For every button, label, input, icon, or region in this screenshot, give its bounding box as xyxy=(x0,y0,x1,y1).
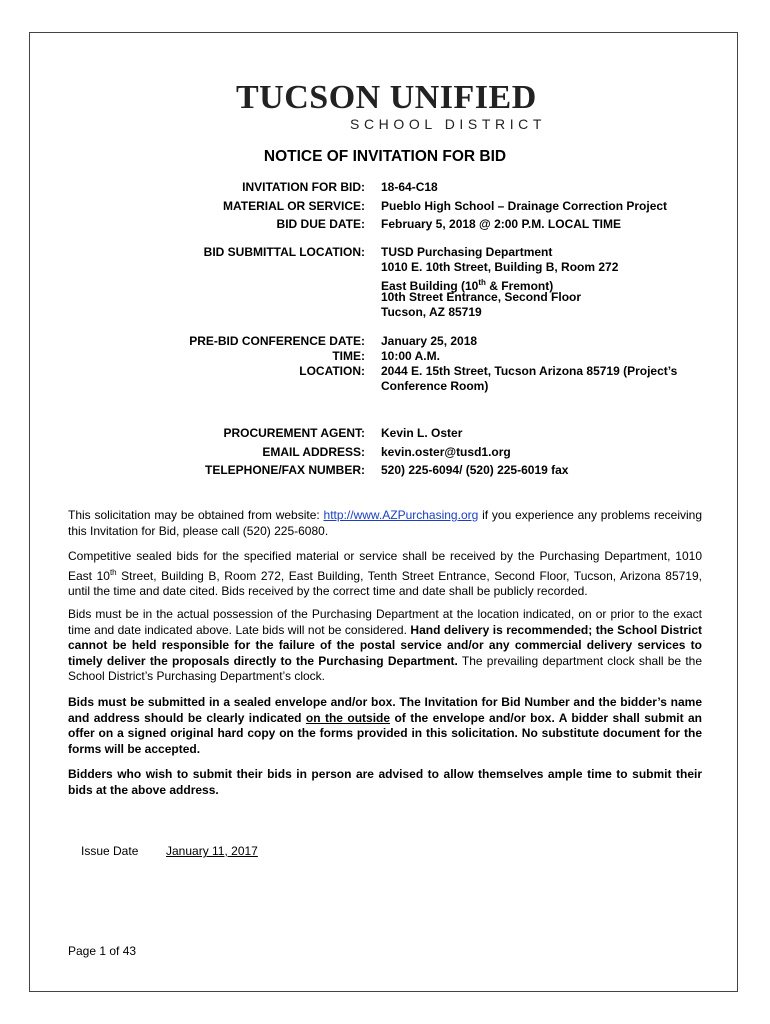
page-number: Page 1 of 43 xyxy=(68,944,137,958)
issue-date-value: January 11, 2017 xyxy=(166,844,258,858)
agent-value: Kevin L. Oster xyxy=(381,426,463,440)
page-title: NOTICE OF INVITATION FOR BID xyxy=(263,148,507,165)
paragraph-in-person: Bidders who wish to submit their bids in person are advised to allow themselves ample time to submit their bids at the above address. xyxy=(68,767,702,797)
invitation-value: 18-64-C18 xyxy=(381,180,438,194)
prebid-time-value: 10:00 A.M. xyxy=(381,349,440,363)
prebid-location-value-2: Conference Room) xyxy=(381,379,489,393)
prebid-date-label: PRE-BID CONFERENCE DATE: xyxy=(189,334,365,348)
district-logo xyxy=(236,79,547,132)
prebid-date-value: January 25, 2018 xyxy=(381,334,478,348)
invitation-label: INVITATION FOR BID: xyxy=(242,180,365,194)
prebid-time-label: TIME: xyxy=(332,349,365,363)
submittal-location-line-3: East Building (10th & Fremont) xyxy=(381,278,554,293)
submittal-location-line-5: Tucson, AZ 85719 xyxy=(381,305,482,319)
paragraph-sealed-bids: Competitive sealed bids for the specified material or service shall be received by the Purchasing Department, 1010 East 10th Street, Building B, Room 272, East Building, Tenth Street Entrance, Second Floor, Tucson, Arizona 85719, until the time and date cited. Bids received by the correct time and date shall be publicly recorded. xyxy=(68,549,702,598)
material-value: Pueblo High School – Drainage Correction Project xyxy=(381,199,668,213)
due-date-label: BID DUE DATE: xyxy=(276,217,365,231)
email-label: EMAIL ADDRESS: xyxy=(262,445,365,459)
material-label: MATERIAL OR SERVICE: xyxy=(222,199,365,213)
website-link[interactable]: http://www.AZPurchasing.org xyxy=(323,508,479,522)
logo-sub-text: SCHOOL DISTRICT xyxy=(350,116,547,132)
paragraph-envelope: Bids must be submitted in a sealed envelope and/or box. The Invitation for Bid Number and the bidder’s name and address should be clearly indicated on the outside of the envelope and/or box. A bidder shall submit an offer on a signed original hard copy on the forms provided in this solicitation. No substitute document for the forms will be accepted. xyxy=(68,695,702,756)
phone-value: 520) 225-6094/ (520) 225-6019 fax xyxy=(381,463,569,477)
prebid-location-value-1: 2044 E. 15th Street, Tucson Arizona 85719 (Project’s xyxy=(381,364,678,378)
phone-label: TELEPHONE/FAX NUMBER: xyxy=(204,463,365,477)
paragraph-website: This solicitation may be obtained from website: http://www.AZPurchasing.org if you experience any problems receiving this Invitation for Bid, please call (520) 225-6080. xyxy=(68,508,702,538)
email-value: kevin.oster@tusd1.org xyxy=(381,445,511,459)
agent-label: PROCUREMENT AGENT: xyxy=(223,426,365,440)
paragraph-possession: Bids must be in the actual possession of the Purchasing Department at the location indicated, on or prior to the exact time and date indicated above. Late bids will not be considered. Hand delivery is recommended; the School District cannot be held responsible for the failure of the postal service and/or any commercial delivery services to timely deliver the proposals directly to the Purchasing Department. The prevailing department clock shall be the School District’s Purchasing Department’s clock. xyxy=(68,607,703,683)
logo-main-text: TUCSON UNIFIED xyxy=(236,79,537,116)
due-date-value: February 5, 2018 @ 2:00 P.M. LOCAL TIME xyxy=(381,217,622,231)
issue-date-label: Issue Date xyxy=(81,844,139,858)
submittal-location-line-1: TUSD Purchasing Department xyxy=(381,245,553,259)
submittal-location-line-4: 10th Street Entrance, Second Floor xyxy=(381,290,582,304)
prebid-location-label: LOCATION: xyxy=(299,364,365,378)
submittal-location-line-2: 1010 E. 10th Street, Building B, Room 272 xyxy=(381,260,619,274)
submittal-location-label: BID SUBMITTAL LOCATION: xyxy=(203,245,365,259)
